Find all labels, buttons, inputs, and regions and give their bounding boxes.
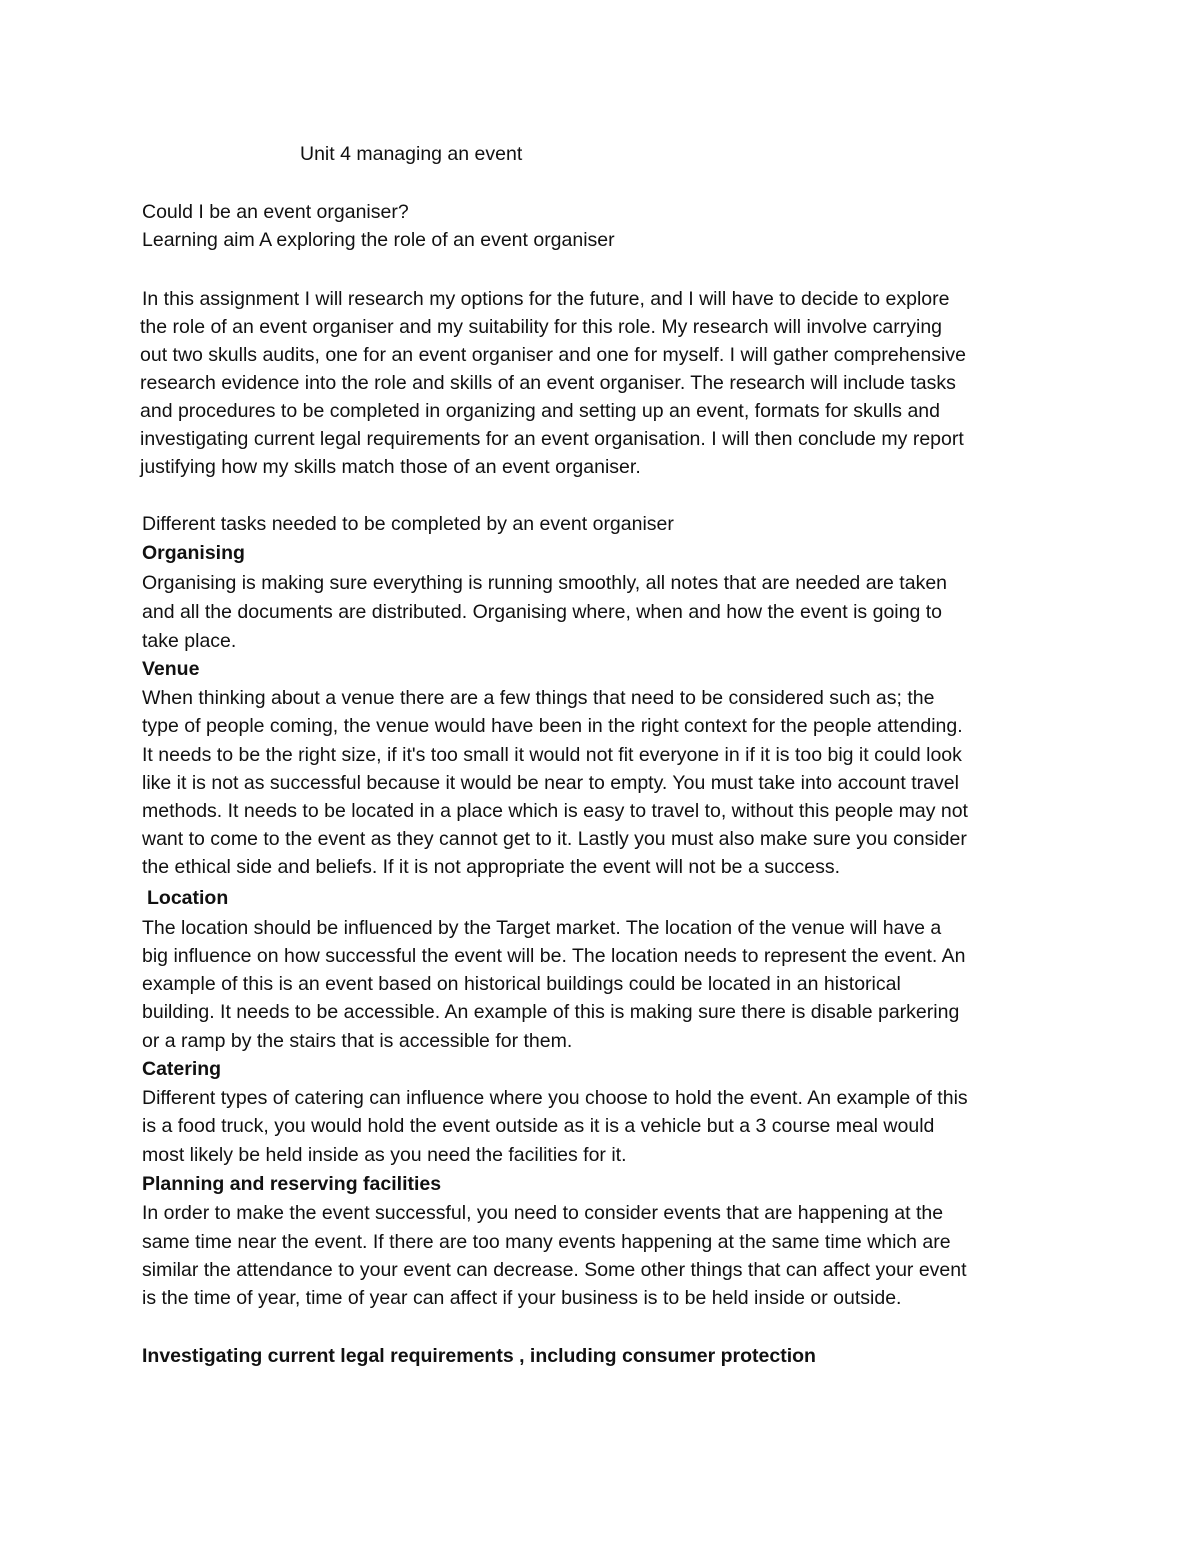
section-line: is the time of year, time of year can affect if your business is to be held inside or outside. (142, 1287, 902, 1309)
section-line: want to come to the event as they cannot get to it. Lastly you must also make sure you consider (142, 828, 967, 850)
section-line: The location should be influenced by the Target market. The location of the venue will have a (142, 917, 942, 939)
intro-line: and procedures to be completed in organizing and setting up an event, formats for skulls and (140, 400, 940, 422)
section-line: same time near the event. If there are too many events happening at the same time which are (142, 1231, 951, 1253)
intro-line: In this assignment I will research my options for the future, and I will have to decide to explore (142, 288, 950, 310)
section-line: methods. It needs to be located in a place which is easy to travel to, without this people may not (142, 800, 968, 822)
section-line: big influence on how successful the event will be. The location needs to represent the event. An (142, 945, 966, 967)
intro-line: the role of an event organiser and my suitability for this role. My research will involve carrying (140, 316, 943, 338)
intro-line: out two skulls audits, one for an event organiser and one for myself. I will gather comprehensive (140, 344, 966, 366)
section-line: and all the documents are distributed. Organising where, when and how the event is going to (142, 601, 942, 623)
document-title: Unit 4 managing an event (300, 143, 523, 165)
section-line: take place. (142, 630, 237, 652)
section-line: In order to make the event successful, you need to consider events that are happening at the (142, 1202, 944, 1224)
section-heading: Venue (142, 658, 200, 680)
section-line: or a ramp by the stairs that is accessible for them. (142, 1030, 573, 1052)
section-line: Different types of catering can influence where you choose to hold the event. An example of this (142, 1087, 968, 1109)
section-line: Organising is making sure everything is running smoothly, all notes that are needed are taken (142, 572, 948, 594)
learning-aim-line: Learning aim A exploring the role of an event organiser (142, 229, 615, 251)
section-line: the ethical side and beliefs. If it is not appropriate the event will not be a success. (142, 856, 841, 878)
section-heading: Planning and reserving facilities (142, 1173, 442, 1195)
section-line: building. It needs to be accessible. An example of this is making sure there is disable parkering (142, 1001, 960, 1023)
section-line: It needs to be the right size, if it's too small it would not fit everyone in if it is too big it could look (142, 744, 962, 766)
section-line: most likely be held inside as you need the facilities for it. (142, 1144, 627, 1166)
intro-line: investigating current legal requirements for an event organisation. I will then conclude my report (140, 428, 964, 450)
tasks-intro-line: Different tasks needed to be completed by an event organiser (142, 513, 674, 535)
section-line: type of people coming, the venue would have been in the right context for the people attending. (142, 715, 963, 737)
section-line: similar the attendance to your event can decrease. Some other things that can affect your event (142, 1259, 967, 1281)
section-heading: Location (147, 887, 229, 909)
section-line: example of this is an event based on historical buildings could be located in an historical (142, 973, 901, 995)
intro-line: research evidence into the role and skills of an event organiser. The research will include tasks (140, 372, 956, 394)
section-line: When thinking about a venue there are a few things that need to be considered such as; the (142, 687, 935, 709)
intro-line: justifying how my skills match those of an event organiser. (140, 456, 641, 478)
question-line: Could I be an event organiser? (142, 201, 409, 223)
section-line: like it is not as successful because it would be near to empty. You must take into account travel (142, 772, 959, 794)
legal-requirements-heading: Investigating current legal requirements , including consumer protection (142, 1345, 816, 1367)
section-line: is a food truck, you would hold the event outside as it is a vehicle but a 3 course meal would (142, 1115, 935, 1137)
section-heading: Organising (142, 542, 245, 564)
section-heading: Catering (142, 1058, 222, 1080)
